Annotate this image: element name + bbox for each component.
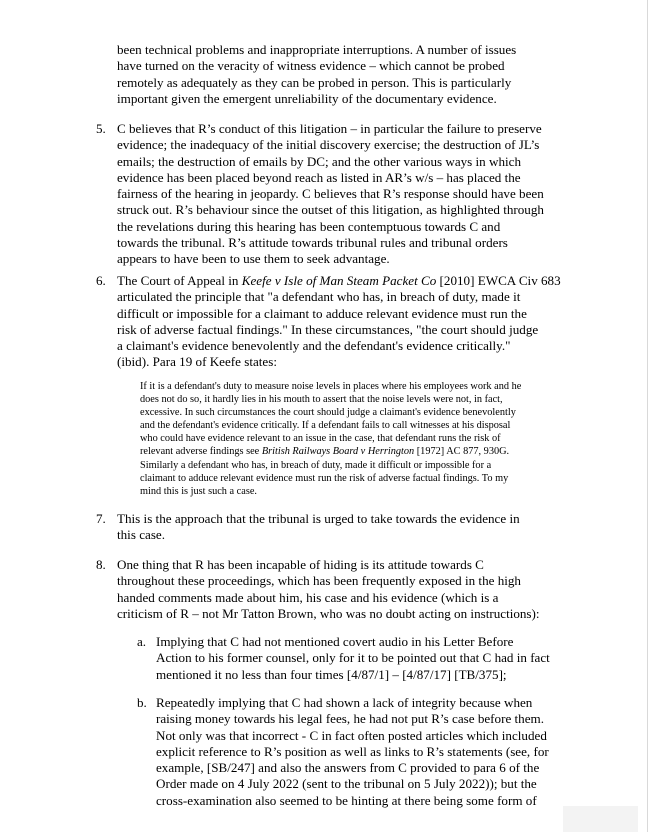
text-line: example, [SB/247] and also the answers from C provided to para 6 of the bbox=[156, 760, 540, 776]
case-citation: British Railways Board v Herrington bbox=[261, 446, 415, 458]
quote-line: claimant to adduce relevant evidence must run the risk of adverse factual findings. To my bbox=[140, 472, 509, 484]
quote-line: does not do so, it hardly lies in his mouth to assert that the noise levels were not, in fact, bbox=[140, 394, 503, 406]
text-span: [1972] AC 877, 930G. bbox=[414, 446, 510, 458]
text-line: Repeatedly implying that C had shown a lack of integrity because when bbox=[156, 695, 533, 710]
item-b bbox=[156, 695, 574, 809]
text-line: a claimant's evidence benevolently and the defendant's evidence critically." bbox=[117, 338, 511, 354]
text-line: C believes that R’s conduct of this litigation – in particular the failure to preserve bbox=[117, 121, 542, 136]
text-line: Action to his former counsel, only for it to be pointed out that C had in fact bbox=[156, 650, 550, 666]
paragraph-5 bbox=[117, 121, 572, 268]
paragraph-6 bbox=[117, 273, 572, 371]
text-line: Order made on 4 July 2022 (sent to the tribunal on 5 July 2022)); but the bbox=[156, 776, 537, 792]
paragraph-8 bbox=[117, 557, 572, 622]
text-line: handed comments made about him, his case and his evidence (which is a bbox=[117, 589, 499, 605]
text-line: throughout these proceedings, which has been frequently exposed in the high bbox=[117, 573, 521, 589]
text-line: explicit reference to R’s position as well as links to R’s statements (see, for bbox=[156, 743, 549, 759]
text-line: One thing that R has been incapable of hiding is its attitude towards C bbox=[117, 557, 484, 572]
paragraph-8-number: 8. bbox=[96, 557, 106, 572]
quote-line: mind this is just such a case. bbox=[140, 485, 257, 497]
quote-line: excessive. In such circumstances the court should judge a claimant's evidence benevolently bbox=[140, 407, 516, 419]
text-line: remotely as adequately as they can be probed in person. This is particularly bbox=[117, 74, 512, 90]
quote-line: who could have evidence relevant to an issue in the case, that defendant runs the risk of bbox=[140, 433, 501, 445]
text-line: mentioned it no less than four times [4/87/1] – [4/87/17] [TB/375]; bbox=[156, 666, 507, 682]
text-line: This is the approach that the tribunal is urged to take towards the evidence in bbox=[117, 511, 520, 526]
block-quote bbox=[140, 380, 572, 498]
quote-line: and the defendant's evidence critically. If a defendant fails to call witnesses at his disposal bbox=[140, 420, 511, 432]
text-line: evidence; the inadequacy of the initial discovery exercise; the destruction of JL’s bbox=[117, 137, 540, 153]
quote-line: Similarly a defendant who has, in breach of duty, made it difficult or impossible for a bbox=[140, 459, 492, 471]
text-line: emails; the destruction of emails by DC; and the other various ways in which bbox=[117, 153, 522, 169]
text-line: been technical problems and inappropriate interruptions. A number of issues bbox=[117, 42, 517, 57]
text-line: this case. bbox=[117, 527, 165, 543]
intro-paragraph bbox=[117, 42, 572, 107]
page-corner-shade bbox=[563, 806, 638, 832]
text-line: have turned on the veracity of witness evidence – which cannot be probed bbox=[117, 58, 505, 74]
text-line: struck out. R’s behaviour since the outset of this litigation, as highlighted through bbox=[117, 202, 544, 218]
text-line: cross-examination also seemed to be hinting at there being some form of bbox=[156, 792, 537, 808]
item-b-label: b. bbox=[137, 695, 147, 710]
text-span: [2010] EWCA Civ 683 bbox=[436, 273, 561, 288]
text-line: important given the emergent unreliability of the documentary evidence. bbox=[117, 90, 497, 106]
item-a bbox=[156, 634, 574, 683]
text-line: Not only was that incorrect - C in fact often posted articles which included bbox=[156, 727, 547, 743]
quote-line: If it is a defendant's duty to measure noise levels in places where his employees work and he bbox=[140, 381, 522, 392]
text-line: appears to have been to use them to seek advantage. bbox=[117, 251, 390, 267]
text-line: criticism of R – not Mr Tatton Brown, who was no doubt acting on instructions): bbox=[117, 605, 540, 621]
text-line: articulated the principle that "a defendant who has, in breach of duty, made it bbox=[117, 289, 521, 305]
paragraph-7-number: 7. bbox=[96, 511, 106, 526]
text-line: (ibid). Para 19 of Keefe states: bbox=[117, 354, 277, 370]
text-line: difficult or impossible for a claimant to adduce relevant evidence must run the bbox=[117, 305, 527, 321]
text-line: Implying that C had not mentioned covert audio in his Letter Before bbox=[156, 634, 514, 649]
text-line: risk of adverse factual findings." In these circumstances, "the court should judge bbox=[117, 321, 539, 337]
quote-line bbox=[140, 445, 572, 458]
text-line: the revelations during this hearing has been contemptuous towards C and bbox=[117, 218, 501, 234]
paragraph-6-number: 6. bbox=[96, 273, 106, 288]
text-span: The Court of Appeal in bbox=[117, 273, 242, 288]
case-citation: Keefe v Isle of Man Steam Packet Co bbox=[241, 273, 437, 288]
paragraph-7 bbox=[117, 511, 572, 544]
text-line: fairness of the hearing in jeopardy. C believes that R’s response should have been bbox=[117, 186, 544, 202]
text-span: relevant adverse findings see bbox=[140, 446, 262, 458]
text-line: towards the tribunal. R’s attitude towards tribunal rules and tribunal orders bbox=[117, 235, 508, 251]
item-a-label: a. bbox=[137, 634, 147, 649]
paragraph-5-number: 5. bbox=[96, 121, 106, 136]
text-line: evidence has been placed beyond reach as listed in AR’s w/s – has placed the bbox=[117, 169, 521, 185]
text-line bbox=[117, 273, 572, 289]
text-line: raising money towards his legal fees, he had not put R’s case before them. bbox=[156, 711, 544, 727]
